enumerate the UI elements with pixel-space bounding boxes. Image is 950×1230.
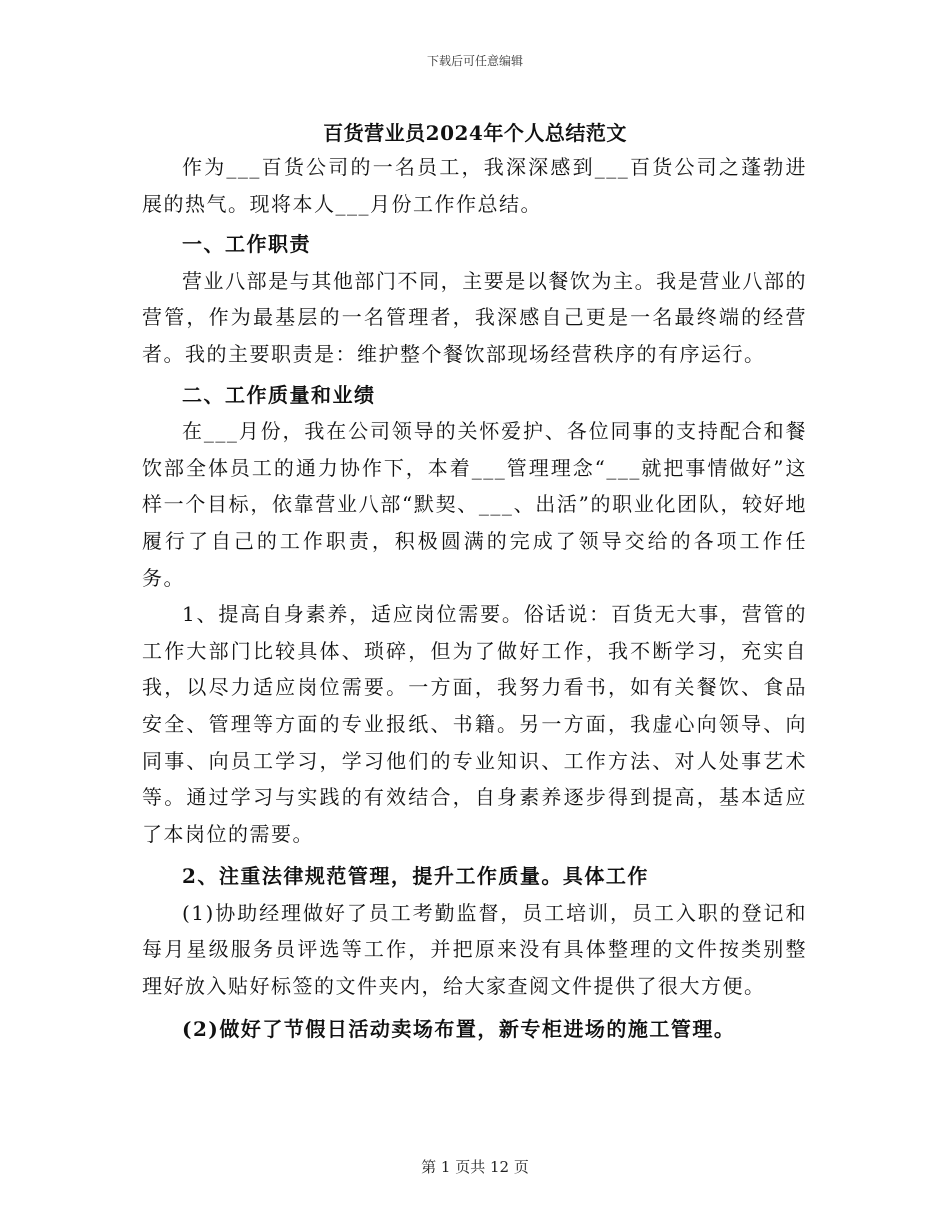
intro-paragraph: 作为___百货公司的一名员工，我深深感到___百货公司之蓬勃进展的热气。现将本人___月份工作作总结。 <box>142 155 807 216</box>
subitem-2-paragraph: (2)做好了节假日活动卖场布置，新专柜进场的施工管理。 <box>182 1016 736 1041</box>
item-1-paragraph: 1、提高自身素养，适应岗位需要。俗话说：百货无大事，营管的工作大部门比较具体、琐碎，但为了做好工作，我不断学习，充实自我，以尽力适应岗位需要。一方面，我努力看书，如有关餐饮、食品安全、管理等方面的专业报纸、书籍。另一方面，我虚心向领导、向同事、向员工学习，学习他们的专业知识、工作方法、对人处事艺术等。通过学习与实践的有效结合，自身素养逐步得到提高，基本适应了本岗位的需要。 <box>142 602 807 846</box>
section-heading-duties: 一、工作职责 <box>182 232 311 257</box>
item-2-heading: 2、注重法律规范管理，提升工作质量。具体工作 <box>182 864 649 889</box>
duties-paragraph: 营业八部是与其他部门不同，主要是以餐饮为主。我是营业八部的营管，作为最基层的一名管理者，我深感自己更是一名最终端的经营者。我的主要职责是：维护整个餐饮部现场经营秩序的有序运行。 <box>142 268 807 366</box>
section-heading-performance: 二、工作质量和业绩 <box>182 382 376 407</box>
page-footer: 第 1 页共 12 页 <box>421 1158 529 1176</box>
document-title: 百货营业员2024年个人总结范文 <box>323 121 627 145</box>
subitem-1-paragraph: (1)协助经理做好了员工考勤监督，员工培训，员工入职的登记和每月星级服务员评选等工作，并把原来没有具体整理的文件按类别整理好放入贴好标签的文件夹内，给大家查阅文件提供了很大方便。 <box>142 900 807 999</box>
header-note: 下载后可任意编辑 <box>426 54 523 68</box>
performance-paragraph: 在___月份，我在公司领导的关怀爱护、各位同事的支持配合和餐饮部全体员工的通力协作下，本着___管理理念“___就把事情做好”这样一个目标，依靠营业八部“默契、___、出活”的职业化团队，较好地履行了自己的工作职责，积极圆满的完成了领导交给的各项工作任务。 <box>142 419 807 590</box>
document-body <box>142 149 807 1047</box>
